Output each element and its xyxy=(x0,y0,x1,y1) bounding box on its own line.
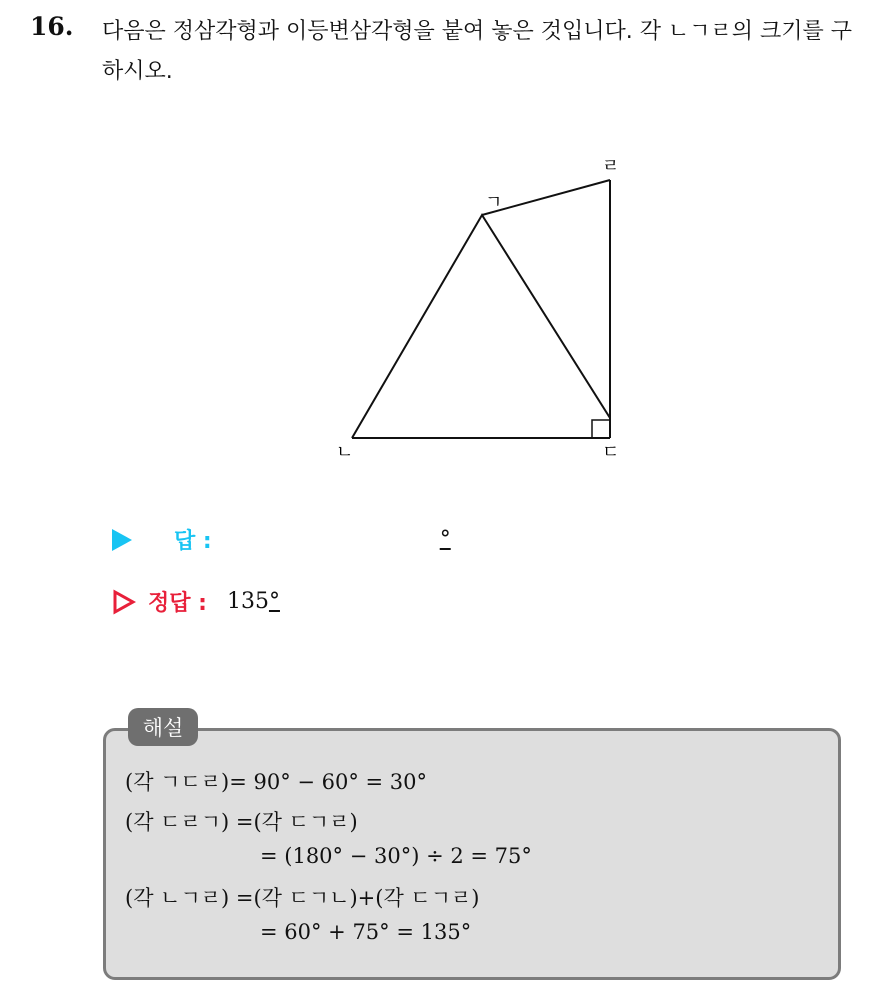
solution-line-2: (각 ㄷㄹㄱ) =(각 ㄷㄱㄹ) xyxy=(125,810,358,834)
triangle-figure xyxy=(320,140,660,474)
answer-unit[interactable]: ° xyxy=(439,527,451,552)
vertex-label-g: ㄱ xyxy=(485,192,503,213)
solution-line-5: = 60° + 75° = 135° xyxy=(260,920,472,944)
correct-row xyxy=(112,586,280,617)
vertex-label-n: ㄴ xyxy=(336,442,354,463)
vertex-label-d: ㄷ xyxy=(602,442,620,463)
answer-label: 답 : xyxy=(174,529,212,554)
answer-row xyxy=(112,524,451,555)
play-triangle-icon xyxy=(112,529,132,551)
solution-line-1: (각 ㄱㄷㄹ)= 90° − 60° = 30° xyxy=(125,770,428,794)
outline-triangle-icon xyxy=(112,589,136,615)
solution-tab: 해설 xyxy=(128,708,198,746)
solution-line-4: (각 ㄴㄱㄹ) =(각 ㄷㄱㄴ)+(각 ㄷㄱㄹ) xyxy=(125,886,480,910)
vertex-label-r: ㄹ xyxy=(602,156,620,177)
equilateral-triangle-sides xyxy=(352,215,610,438)
correct-unit: ° xyxy=(268,589,280,614)
solution-line-3: = (180° − 30°) ÷ 2 = 75° xyxy=(260,844,532,868)
correct-label: 정답 : xyxy=(148,591,207,616)
question-number: 16. xyxy=(30,12,74,41)
triangle-diagram xyxy=(320,140,660,470)
correct-value: 135 xyxy=(226,589,269,614)
question-text: 다음은 정삼각형과 이등변삼각형을 붙여 놓은 것입니다. 각 ㄴㄱㄹ의 크기를 구하시오. xyxy=(102,19,852,84)
right-angle-mark xyxy=(592,420,610,438)
